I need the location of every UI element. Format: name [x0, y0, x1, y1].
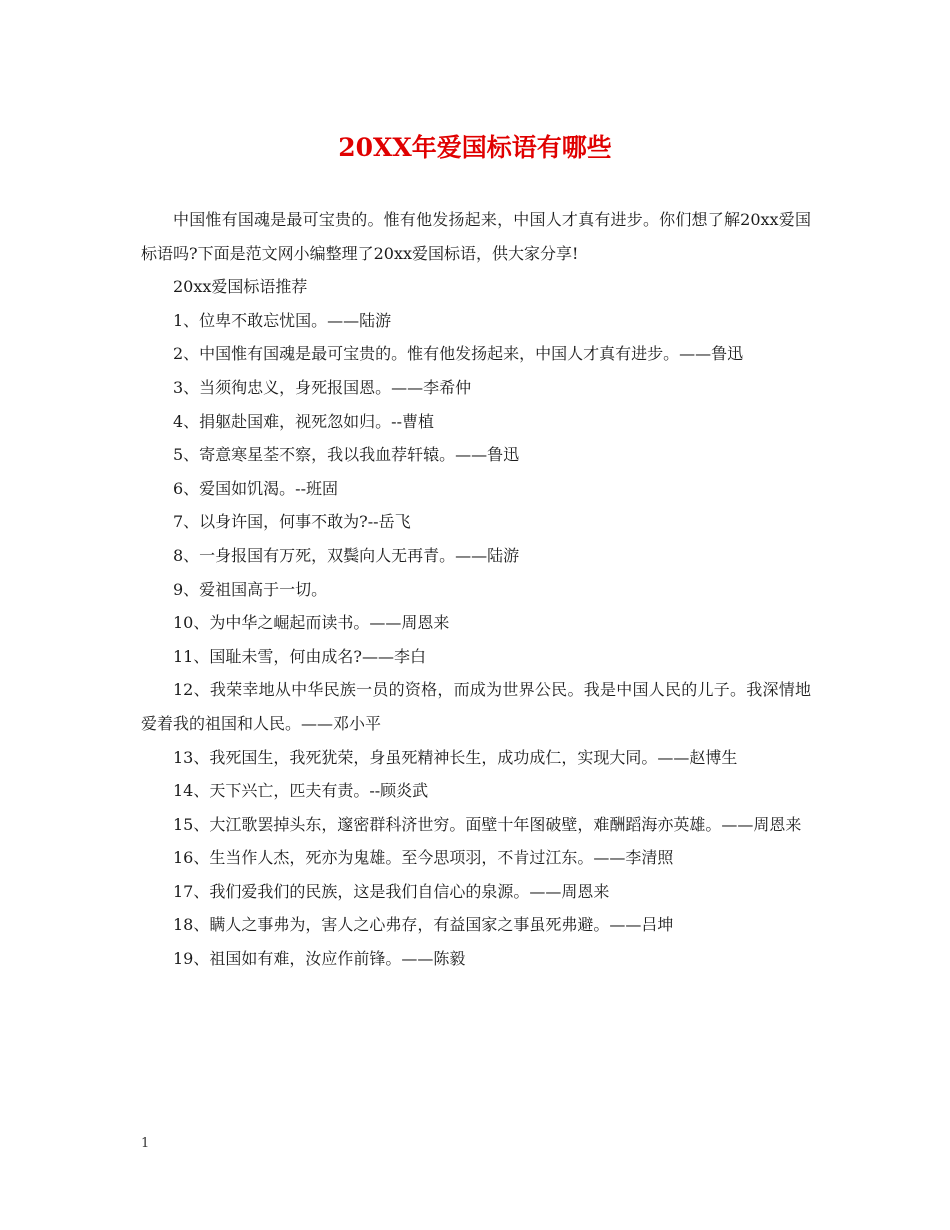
- slogan-item-14: 14、天下兴亡，匹夫有责。--顾炎武: [173, 781, 429, 801]
- slogan-item-15: 15、大江歌罢掉头东，邃密群科济世穷。面壁十年图破壁，难酬蹈海亦英雄。——周恩来: [173, 814, 802, 834]
- slogan-item-3: 3、当须徇忠义，身死报国恩。——李希仲: [173, 377, 472, 397]
- slogan-item-18: 18、瞒人之事弗为，害人之心弗存，有益国家之事虽死弗避。——吕坤: [173, 915, 674, 935]
- page-number: 1: [141, 1136, 150, 1151]
- slogan-item-11: 11、国耻未雪，何由成名?——李白: [173, 646, 426, 666]
- slogan-item-13: 13、我死国生，我死犹荣，身虽死精神长生，成功成仁，实现大同。——赵博生: [173, 747, 738, 767]
- slogan-item-12: 12、我荣幸地从中华民族一员的资格，而成为世界公民。我是中国人民的儿子。我深情地爱着我的祖国和人民。——邓小平: [141, 680, 811, 733]
- slogan-item-1: 1、位卑不敢忘忧国。——陆游: [173, 310, 392, 330]
- slogan-item-9: 9、爱祖国高于一切。: [173, 579, 328, 599]
- slogan-item-17: 17、我们爱我们的民族，这是我们自信心的泉源。——周恩来: [173, 881, 610, 901]
- slogan-item-10: 10、为中华之崛起而读书。——周恩来: [173, 613, 450, 633]
- slogan-item-2: 2、中国惟有国魂是最可宝贵的。惟有他发扬起来，中国人才真有进步。——鲁迅: [173, 344, 744, 364]
- slogan-item-8: 8、一身报国有万死，双鬓向人无再青。——陆游: [173, 545, 520, 565]
- slogan-item-16: 16、生当作人杰，死亦为鬼雄。至今思项羽，不肯过江东。——李清照: [173, 848, 674, 868]
- intro-paragraph: 中国惟有国魂是最可宝贵的。惟有他发扬起来，中国人才真有进步。你们想了解20xx爱国标语吗?下面是范文网小编整理了20xx爱国标语，供大家分享!: [141, 210, 811, 263]
- document-body: [141, 203, 811, 976]
- slogan-item-5: 5、寄意寒星荃不察，我以我血荐轩辕。——鲁迅: [173, 445, 520, 465]
- slogan-item-6: 6、爱国如饥渴。--班固: [173, 478, 338, 498]
- slogan-item-4: 4、捐躯赴国难，视死忽如归。--曹植: [173, 411, 434, 431]
- slogan-item-7: 7、以身许国，何事不敢为?--岳飞: [173, 512, 411, 532]
- document-title: 20XX年爱国标语有哪些: [338, 133, 612, 162]
- section-heading: 20xx爱国标语推荐: [173, 277, 308, 297]
- slogan-item-19: 19、祖国如有难，汝应作前锋。——陈毅: [173, 949, 466, 969]
